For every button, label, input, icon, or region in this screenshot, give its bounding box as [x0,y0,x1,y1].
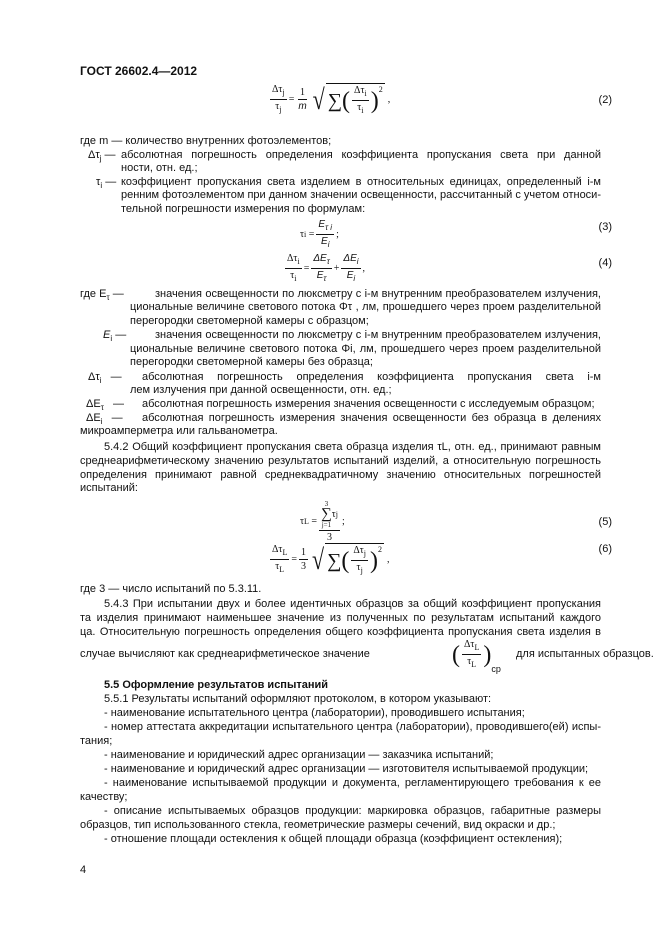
list-item: качеству; [80,791,128,803]
equation-number: (2) [598,94,612,106]
definition-term: $\Delta E_i$ — [86,412,123,427]
equation-4: $\frac{\Delta\tau_i}{\tau_i}$ = $\frac{\Delta E_\tau}{E_\tau}$ + $\frac{\Delta E_i}{E_i}$ , [287,253,366,283]
document-header: ГОСТ 26602.4—2012 [80,64,198,78]
equation-3: τ i = $\frac{E_{\tau i}}{E_i}$ ; [300,219,339,249]
paragraph-line: ца. Относительную погрешность определения общего коэффициента пропускания света изделия в [80,626,601,638]
equation-5: τ L = 3 ∑ j=1 τ j 3 ; [300,500,345,543]
paragraph-line: та изделия принимают наименьшее значение из полученных по результатам испытаний каждого [80,612,601,624]
list-item: - наименование и юридический адрес организации — изготовителя испытываемой продукции; [104,763,589,775]
equation-number: (5) [598,516,612,528]
paragraph-line: для испытанных образцов. [516,648,654,660]
definition-line: коэффициент пропускания света изделием в относительных единицах, определенный i-м [121,176,601,188]
list-item: - наименование и юридический адрес организации — заказчика испытаний; [104,749,494,761]
list-item: - описание испытываемых образцов продукции: маркировка образцов, габаритные размеры [104,805,601,817]
list-item: - наименование испытываемой продукции и документа, регламентирующего требования к ее [104,777,601,789]
equation-number: (3) [598,221,612,233]
definition-term: $\Delta\tau_j$ — [88,149,116,164]
definition-line: циональные величине светового потока Φi, лм, прошедшего через проем разделительной [130,343,601,355]
paragraph-line: среднеарифметическому значению результатов испытаний изделий, а относительную погрешность [80,455,601,467]
list-line: 5.5.1 Результаты испытаний оформляют протоколом, в котором указывают: [104,693,492,705]
paragraph-line: испытаний: [80,482,138,494]
definition-line: тельной погрешности измерения по формулам: [121,203,366,215]
inline-formula: ( $\frac{\Delta\tau_L}{\tau_L}$ ) ср [452,639,501,674]
where-note: где 3 — число испытаний по 5.3.11. [80,583,262,595]
definition-line: абсолютная погрешность определения коэффициента пропускания света i-м [142,371,601,383]
equation-number: (4) [598,257,612,269]
definition-line: значения освещенности по люксметру с i-м внутренним преобразователем излучения, [155,288,601,300]
definition-line: лем излучения при данной освещенности, отн. ед.; [130,384,392,396]
list-item: - номер аттестата аккредитации испытательного центра (лаборатории), проводившего(ей) испы- [104,721,601,733]
equation-2: $\frac{\Delta\tau_j}{\tau_j}$ = $\frac{1}{m}$ √ ∑ ( $\frac{\Delta\tau_i}{\tau_i}$ ) $^2$ , [272,82,391,116]
paragraph-line: 5.4.2 Общий коэффициент пропускания света образца изделия τL, отн. ед., принимают равным [104,441,601,453]
equation-6: $\frac{\Delta\tau_L}{\tau_L}$ = $\frac{1}{3}$ √ ∑ ( $\frac{\Delta\tau_j}{\tau_j}$ ) $^2$ , [272,542,390,576]
page-number: 4 [80,864,87,876]
paragraph-line: 5.4.3 При испытании двух и более идентичных образцов за общий коэффициент пропускания [104,598,601,610]
definition-line: абсолютная погрешность определения коэффициента пропускания света при данной [121,149,601,161]
definition-m: где m — количество внутренних фотоэлементов; [80,135,332,147]
definition-line: перегородки светомерной камеры с образцом; [130,315,369,327]
definition-line: ренним фотоэлементом при данном значении освещенности, рассчитанный с учетом относи- [121,189,601,201]
equation-number: (6) [598,543,612,555]
definition-line: ности, отн. ед.; [121,162,198,174]
definition-term: $E_i$ — [103,329,127,344]
list-item: - отношение площади остекления к общей площади образца (коэффициент остекления); [104,833,563,845]
list-item: тания; [80,735,113,747]
definition-line: циональные величине светового потока Φτ , лм, прошедшего через проем разделительной [130,301,601,313]
definition-line: микроамперметра или гальванометра. [80,425,278,437]
definition-line: абсолютная погрешность измерения значения освещенности без образца в делениях [142,412,601,424]
definition-term: где $E_\tau$ — [80,288,124,303]
definition-line: абсолютная погрешность измерения значения освещенности с исследуемым образцом; [142,398,595,410]
paragraph-line: определения принимают равной среднеквадратичному значению относительных погрешностей [80,469,601,481]
list-item: образцов, тип использованного стекла, геометрические размеры сечений, вид окраски и др.; [80,819,556,831]
section-heading: 5.5 Оформление результатов испытаний [104,679,329,691]
definition-term: $\Delta\tau_i$ — [88,371,122,386]
paragraph-line: случае вычисляют как среднеарифметическое значение [80,648,370,660]
list-item: - наименование испытательного центра (лаборатории), проводившего испытания; [104,707,525,719]
definition-line: перегородки светомерной камеры без образца; [130,356,373,368]
definition-line: значения освещенности по люксметру с i-м внутренним преобразователем излучения, [155,329,601,341]
definition-term: $\Delta E_\tau$ — [86,398,125,413]
definition-term: $\tau_i$ — [96,176,117,191]
